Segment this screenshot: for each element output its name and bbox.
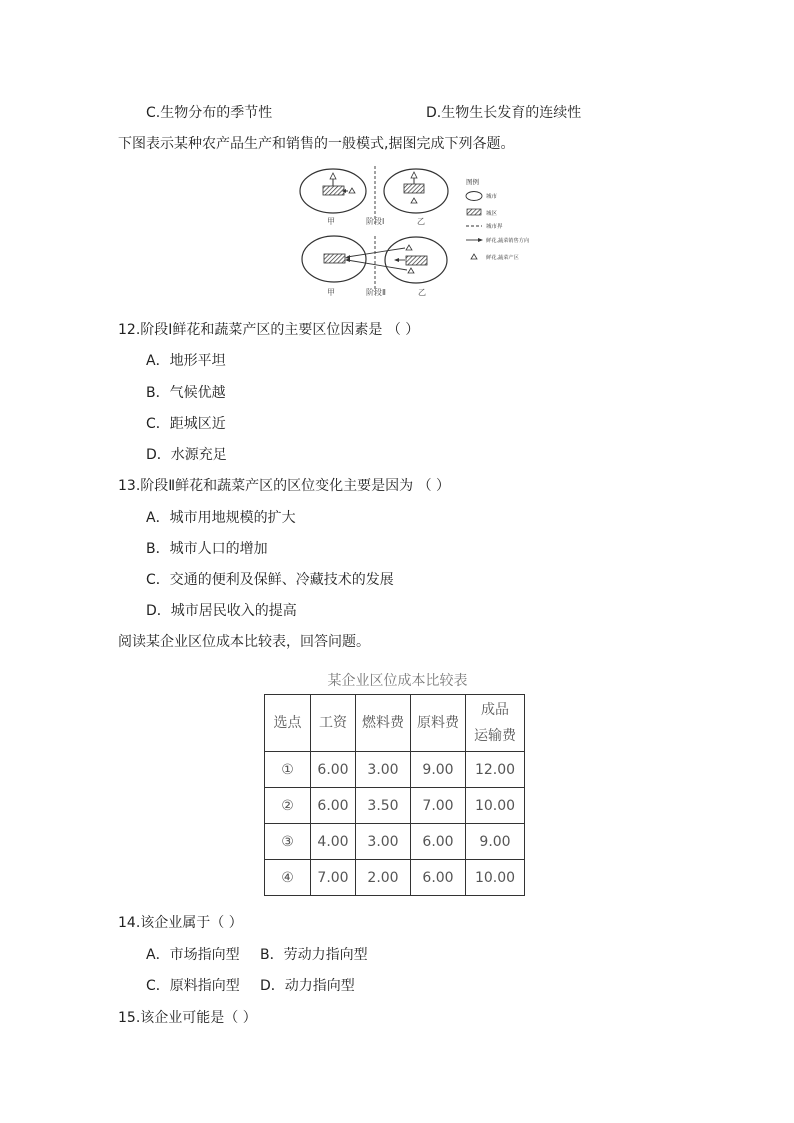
urban-area-yi-2 bbox=[406, 256, 427, 265]
cell: 3.00 bbox=[356, 824, 411, 860]
q13-option-d: D．城市居民收入的提高 bbox=[146, 603, 297, 619]
header-transport-line1: 成品 bbox=[481, 702, 509, 718]
legend-urban-icon bbox=[467, 209, 481, 215]
table-row bbox=[265, 824, 525, 860]
legend-urban: 城区 bbox=[486, 211, 498, 217]
q13-option-b: B．城市人口的增加 bbox=[146, 541, 268, 557]
table-header-row bbox=[265, 695, 525, 752]
table-row bbox=[265, 788, 525, 824]
q14-option-c: C．原料指向型 bbox=[146, 978, 240, 994]
q12-option-c: C．距城区近 bbox=[146, 416, 226, 432]
q12-option-b: B．气候优越 bbox=[146, 385, 226, 401]
q14-stem: 14.该企业属于（ ） bbox=[118, 915, 243, 931]
q14-option-d: D．动力指向型 bbox=[260, 978, 355, 994]
table-title: 某企业区位成本比较表 bbox=[327, 673, 468, 689]
q13-option-c: C．交通的便利及保鲜、冷藏技术的发展 bbox=[146, 572, 394, 588]
cell: 3.00 bbox=[356, 752, 411, 788]
header-transport-line2: 运输费 bbox=[474, 728, 516, 744]
prev-option-d: D.生物生长发育的连续性 bbox=[426, 105, 582, 121]
table-row bbox=[265, 752, 525, 788]
urban-area-jia-2 bbox=[324, 254, 345, 263]
cell: 12.00 bbox=[466, 752, 525, 788]
legend-produce-icon bbox=[471, 254, 477, 259]
cell: 9.00 bbox=[411, 752, 466, 788]
cell: 6.00 bbox=[411, 824, 466, 860]
header-site: 选点 bbox=[265, 695, 311, 752]
label-yi-1: 乙 bbox=[417, 217, 425, 226]
q15-stem: 15.该企业可能是（ ） bbox=[118, 1010, 257, 1026]
cell: 10.00 bbox=[466, 860, 525, 896]
label-jia-2: 甲 bbox=[327, 288, 335, 297]
cell: 3.50 bbox=[356, 788, 411, 824]
cell: ③ bbox=[265, 824, 311, 860]
legend-boundary: 城市界 bbox=[486, 224, 503, 230]
cell: 10.00 bbox=[466, 788, 525, 824]
q13-stem: 13.阶段Ⅱ鲜花和蔬菜产区的区位变化主要是因为 （ ） bbox=[118, 478, 451, 494]
label-jia-1: 甲 bbox=[327, 217, 335, 226]
header-fuel: 燃料费 bbox=[356, 695, 411, 752]
table-row bbox=[265, 860, 525, 896]
cell: 6.00 bbox=[411, 860, 466, 896]
cell: ④ bbox=[265, 860, 311, 896]
cell: 6.00 bbox=[311, 752, 356, 788]
intro-table: 阅读某企业区位成本比较表，回答问题。 bbox=[118, 634, 370, 650]
q14-option-b: B．劳动力指向型 bbox=[260, 947, 368, 963]
header-wage: 工资 bbox=[311, 695, 356, 752]
legend-city: 城市 bbox=[486, 194, 498, 200]
q12-stem: 12.阶段Ⅰ鲜花和蔬菜产区的主要区位因素是 （ ） bbox=[118, 322, 420, 338]
header-transport bbox=[466, 695, 525, 752]
q13-option-a: A．城市用地规模的扩大 bbox=[146, 510, 296, 526]
intro-figure: 下图表示某种农产品生产和销售的一般模式,据图完成下列各题。 bbox=[118, 136, 515, 152]
cell: 7.00 bbox=[411, 788, 466, 824]
q14-option-a: A．市场指向型 bbox=[146, 947, 240, 963]
legend-produce: 鲜花,蔬菜产区 bbox=[486, 255, 519, 261]
cell: 9.00 bbox=[466, 824, 525, 860]
agri-pattern-figure bbox=[296, 164, 534, 304]
cost-table bbox=[264, 694, 525, 896]
legend-direction: 鲜花,蔬菜销售方向 bbox=[486, 238, 530, 244]
label-stage1: 阶段Ⅰ bbox=[366, 217, 385, 226]
cell: ① bbox=[265, 752, 311, 788]
header-material: 原料费 bbox=[411, 695, 466, 752]
cell: 2.00 bbox=[356, 860, 411, 896]
legend-city-icon bbox=[466, 192, 482, 201]
cell: 7.00 bbox=[311, 860, 356, 896]
prev-option-c: C.生物分布的季节性 bbox=[146, 105, 273, 121]
q12-option-d: D．水源充足 bbox=[146, 447, 227, 463]
q12-option-a: A．地形平坦 bbox=[146, 353, 226, 369]
label-yi-2: 乙 bbox=[418, 288, 426, 297]
urban-area-yi-1 bbox=[404, 184, 424, 193]
legend-title: 图例 bbox=[466, 178, 479, 186]
produce-area-icon bbox=[349, 188, 355, 193]
label-stage2: 阶段Ⅱ bbox=[366, 288, 386, 297]
urban-area-jia-1 bbox=[323, 186, 344, 195]
cell: ② bbox=[265, 788, 311, 824]
cell: 4.00 bbox=[311, 824, 356, 860]
cell: 6.00 bbox=[311, 788, 356, 824]
